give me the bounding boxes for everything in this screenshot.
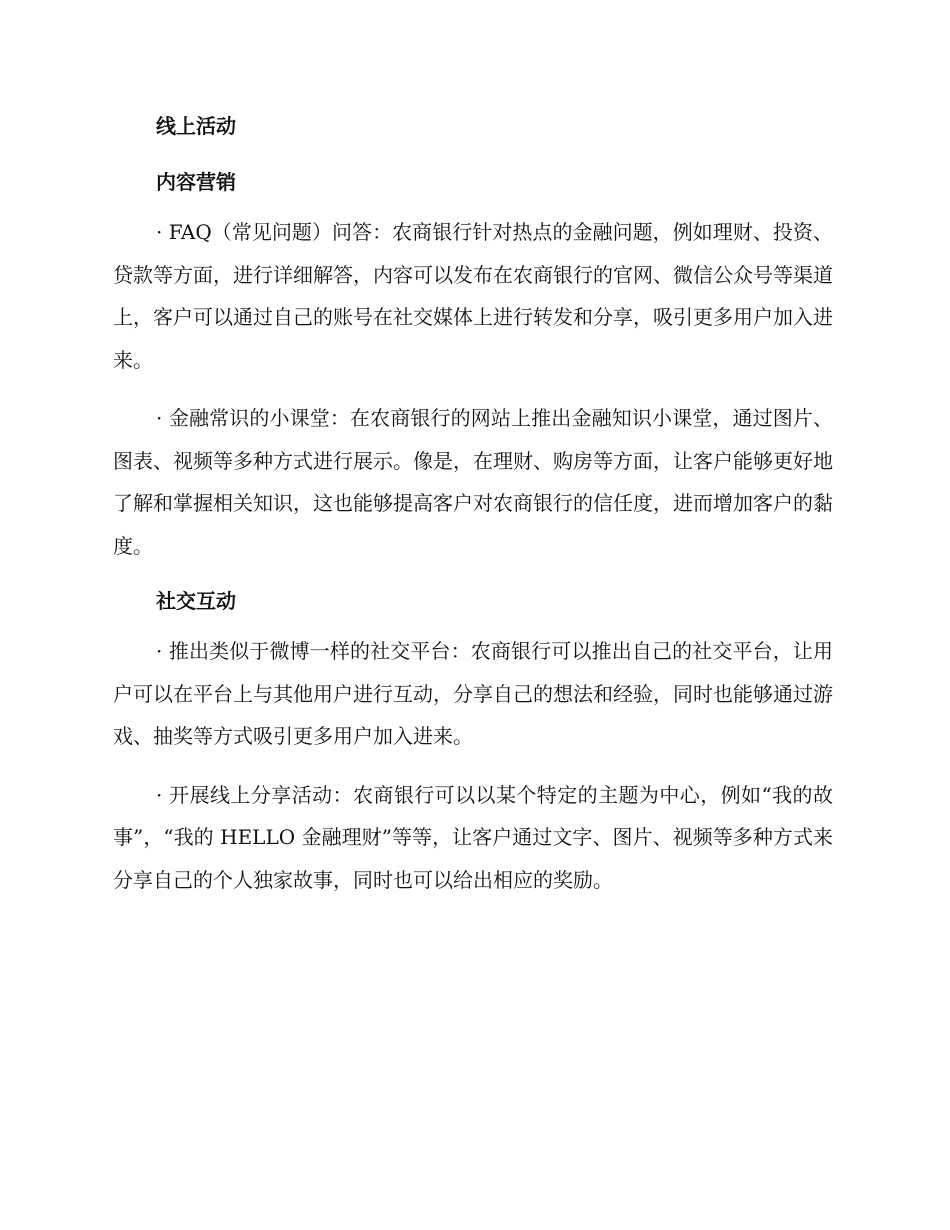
paragraph-finance-class: · 金融常识的小课堂：在农商银行的网站上推出金融知识小课堂，通过图片、图表、视频等多种方式进行展示。像是，在理财、购房等方面，让客户能够更好地了解和掌握相关知识，这也能够提高客户对农商银行的信任度，进而增加客户的黏度。	[113, 406, 833, 558]
paragraph-social-platform: · 推出类似于微博一样的社交平台：农商银行可以推出自己的社交平台，让用户可以在平台上与其他用户进行互动，分享自己的想法和经验，同时也能够通过游戏、抽奖等方式吸引更多用户加入进来。	[113, 639, 833, 748]
heading-online-activities: 线上活动	[156, 114, 236, 138]
heading-content-marketing: 内容营销	[156, 170, 236, 194]
document-body	[113, 108, 833, 917]
heading-social-interaction: 社交互动	[156, 589, 236, 613]
paragraph-faq: · FAQ（常见问题）问答：农商银行针对热点的金融问题，例如理财、投资、贷款等方面，进行详细解答，内容可以发布在农商银行的官网、微信公众号等渠道上，客户可以通过自己的账号在社交媒体上进行转发和分享，吸引更多用户加入进来。	[113, 220, 833, 372]
paragraph-online-sharing: · 开展线上分享活动：农商银行可以以某个特定的主题为中心，例如“我的故事”，“我的 HELLO 金融理财”等等，让客户通过文字、图片、视频等多种方式来分享自己的个人独家故事，同时也可以给出相应的奖励。	[113, 782, 833, 892]
